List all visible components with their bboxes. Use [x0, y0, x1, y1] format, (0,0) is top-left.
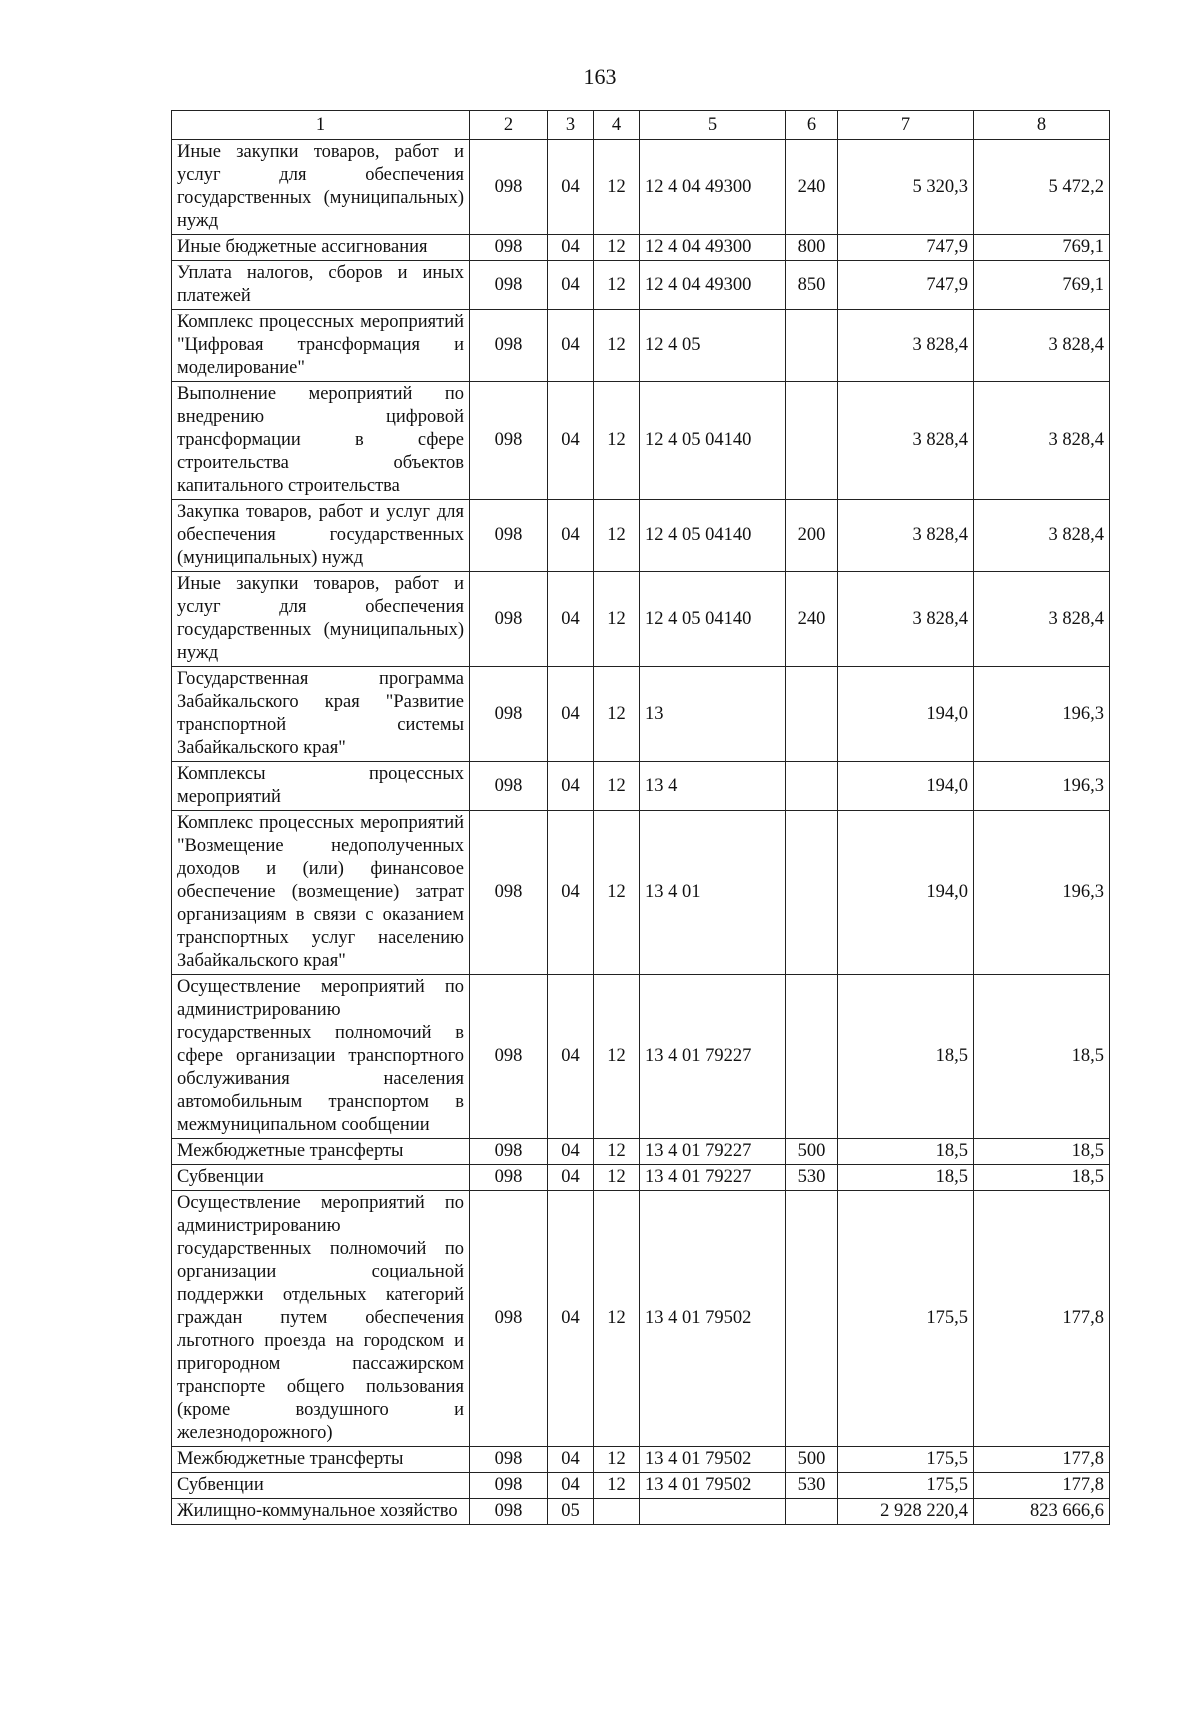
- row-name: Субвенции: [172, 1473, 470, 1499]
- table-row: [172, 1499, 1110, 1525]
- subsection-code: 12: [594, 667, 640, 762]
- amount-col7: 18,5: [838, 1139, 974, 1165]
- amount-col8: 18,5: [974, 1139, 1110, 1165]
- subsection-code: [594, 1499, 640, 1525]
- ministry-code: 098: [470, 572, 548, 667]
- table-row: [172, 762, 1110, 811]
- table-row: [172, 667, 1110, 762]
- page-number: 163: [583, 64, 617, 89]
- section-code: 04: [548, 1139, 594, 1165]
- ministry-code: 098: [470, 235, 548, 261]
- row-name: Иные закупки товаров, работ и услуг для обеспечения государственных (муниципальных) нужд: [172, 140, 470, 235]
- subsection-code: 12: [594, 140, 640, 235]
- amount-col8: 3 828,4: [974, 310, 1110, 382]
- subsection-code: 12: [594, 975, 640, 1139]
- amount-col8: 3 828,4: [974, 572, 1110, 667]
- amount-col8: 177,8: [974, 1191, 1110, 1447]
- section-code: 05: [548, 1499, 594, 1525]
- section-code: 04: [548, 1165, 594, 1191]
- subsection-code: 12: [594, 382, 640, 500]
- subsection-code: 12: [594, 1165, 640, 1191]
- column-header: 4: [594, 111, 640, 140]
- amount-col7: 194,0: [838, 667, 974, 762]
- amount-col7: 747,9: [838, 235, 974, 261]
- amount-col8: 196,3: [974, 667, 1110, 762]
- expense-type-code: [786, 762, 838, 811]
- target-article-code: [640, 1499, 786, 1525]
- expense-type-code: 530: [786, 1165, 838, 1191]
- row-name: Осуществление мероприятий по администрированию государственных полномочий в сфере организации транспортного обслуживания населения автомобильным транспортом в межмуниципальном сообщении: [172, 975, 470, 1139]
- ministry-code: 098: [470, 762, 548, 811]
- target-article-code: 12 4 04 49300: [640, 261, 786, 310]
- row-name: Иные закупки товаров, работ и услуг для обеспечения государственных (муниципальных) нужд: [172, 572, 470, 667]
- subsection-code: 12: [594, 310, 640, 382]
- target-article-code: 13 4 01 79502: [640, 1191, 786, 1447]
- ministry-code: 098: [470, 1165, 548, 1191]
- amount-col8: 3 828,4: [974, 382, 1110, 500]
- section-code: 04: [548, 310, 594, 382]
- table-row: [172, 1447, 1110, 1473]
- amount-col7: 3 828,4: [838, 572, 974, 667]
- amount-col7: 175,5: [838, 1473, 974, 1499]
- table-row: [172, 975, 1110, 1139]
- target-article-code: 12 4 05 04140: [640, 500, 786, 572]
- target-article-code: 13 4 01: [640, 811, 786, 975]
- amount-col7: 175,5: [838, 1191, 974, 1447]
- target-article-code: 13 4: [640, 762, 786, 811]
- row-name: Государственная программа Забайкальского края "Развитие транспортной системы Забайкальского края": [172, 667, 470, 762]
- amount-col8: 18,5: [974, 1165, 1110, 1191]
- amount-col8: 177,8: [974, 1447, 1110, 1473]
- budget-table: [171, 110, 1110, 1525]
- expense-type-code: 240: [786, 572, 838, 667]
- ministry-code: 098: [470, 382, 548, 500]
- table-row: [172, 500, 1110, 572]
- column-header: 3: [548, 111, 594, 140]
- ministry-code: 098: [470, 140, 548, 235]
- target-article-code: 12 4 05 04140: [640, 382, 786, 500]
- section-code: 04: [548, 235, 594, 261]
- amount-col8: 18,5: [974, 975, 1110, 1139]
- section-code: 04: [548, 572, 594, 667]
- expense-type-code: 850: [786, 261, 838, 310]
- row-name: Выполнение мероприятий по внедрению цифровой трансформации в сфере строительства объектов капитального строительства: [172, 382, 470, 500]
- subsection-code: 12: [594, 1447, 640, 1473]
- amount-col8: 196,3: [974, 811, 1110, 975]
- table-row: [172, 382, 1110, 500]
- expense-type-code: 530: [786, 1473, 838, 1499]
- target-article-code: 13 4 01 79227: [640, 975, 786, 1139]
- amount-col7: 3 828,4: [838, 382, 974, 500]
- expense-type-code: [786, 382, 838, 500]
- target-article-code: 12 4 04 49300: [640, 235, 786, 261]
- table-row: [172, 572, 1110, 667]
- subsection-code: 12: [594, 1139, 640, 1165]
- row-name: Жилищно-коммунальное хозяйство: [172, 1499, 470, 1525]
- row-name: Уплата налогов, сборов и иных платежей: [172, 261, 470, 310]
- amount-col8: 823 666,6: [974, 1499, 1110, 1525]
- column-header: 7: [838, 111, 974, 140]
- ministry-code: 098: [470, 667, 548, 762]
- amount-col7: 747,9: [838, 261, 974, 310]
- ministry-code: 098: [470, 1191, 548, 1447]
- row-name: Межбюджетные трансферты: [172, 1447, 470, 1473]
- section-code: 04: [548, 975, 594, 1139]
- section-code: 04: [548, 811, 594, 975]
- target-article-code: 13 4 01 79502: [640, 1473, 786, 1499]
- row-name: Комплекс процессных мероприятий "Цифровая трансформация и моделирование": [172, 310, 470, 382]
- expense-type-code: 800: [786, 235, 838, 261]
- expense-type-code: [786, 811, 838, 975]
- amount-col7: 18,5: [838, 1165, 974, 1191]
- expense-type-code: [786, 975, 838, 1139]
- column-header: 2: [470, 111, 548, 140]
- target-article-code: 13 4 01 79227: [640, 1139, 786, 1165]
- amount-col8: 3 828,4: [974, 500, 1110, 572]
- table-row: [172, 1165, 1110, 1191]
- section-code: 04: [548, 261, 594, 310]
- row-name: Межбюджетные трансферты: [172, 1139, 470, 1165]
- expense-type-code: 500: [786, 1447, 838, 1473]
- ministry-code: 098: [470, 1447, 548, 1473]
- ministry-code: 098: [470, 261, 548, 310]
- expense-type-code: 500: [786, 1139, 838, 1165]
- column-header: 5: [640, 111, 786, 140]
- amount-col8: 769,1: [974, 261, 1110, 310]
- row-name: Закупка товаров, работ и услуг для обеспечения государственных (муниципальных) нужд: [172, 500, 470, 572]
- subsection-code: 12: [594, 572, 640, 667]
- target-article-code: 12 4 05 04140: [640, 572, 786, 667]
- subsection-code: 12: [594, 261, 640, 310]
- section-code: 04: [548, 500, 594, 572]
- target-article-code: 12 4 04 49300: [640, 140, 786, 235]
- section-code: 04: [548, 1447, 594, 1473]
- expense-type-code: [786, 310, 838, 382]
- expense-type-code: [786, 1499, 838, 1525]
- subsection-code: 12: [594, 500, 640, 572]
- column-header: 6: [786, 111, 838, 140]
- amount-col8: 196,3: [974, 762, 1110, 811]
- amount-col8: 769,1: [974, 235, 1110, 261]
- amount-col7: 175,5: [838, 1447, 974, 1473]
- target-article-code: 13 4 01 79502: [640, 1447, 786, 1473]
- amount-col7: 194,0: [838, 811, 974, 975]
- section-code: 04: [548, 1473, 594, 1499]
- amount-col7: 3 828,4: [838, 500, 974, 572]
- table-row: [172, 811, 1110, 975]
- target-article-code: 13 4 01 79227: [640, 1165, 786, 1191]
- row-name: Иные бюджетные ассигнования: [172, 235, 470, 261]
- row-name: Комплексы процессных мероприятий: [172, 762, 470, 811]
- table-row: [172, 1139, 1110, 1165]
- subsection-code: 12: [594, 1473, 640, 1499]
- target-article-code: 13: [640, 667, 786, 762]
- section-code: 04: [548, 1191, 594, 1447]
- expense-type-code: 240: [786, 140, 838, 235]
- section-code: 04: [548, 382, 594, 500]
- section-code: 04: [548, 762, 594, 811]
- target-article-code: 12 4 05: [640, 310, 786, 382]
- subsection-code: 12: [594, 762, 640, 811]
- column-header: 1: [172, 111, 470, 140]
- amount-col7: 18,5: [838, 975, 974, 1139]
- amount-col8: 5 472,2: [974, 140, 1110, 235]
- ministry-code: 098: [470, 811, 548, 975]
- amount-col7: 5 320,3: [838, 140, 974, 235]
- ministry-code: 098: [470, 1139, 548, 1165]
- table-row: [172, 310, 1110, 382]
- row-name: Субвенции: [172, 1165, 470, 1191]
- row-name: Осуществление мероприятий по администрированию государственных полномочий по организации социальной поддержки отдельных категорий граждан путем обеспечения льготного проезда на городском и пригородном пассажирском транспорте общего пользования (кроме воздушного и железнодорожного): [172, 1191, 470, 1447]
- subsection-code: 12: [594, 1191, 640, 1447]
- expense-type-code: [786, 1191, 838, 1447]
- row-name: Комплекс процессных мероприятий "Возмещение недополученных доходов и (или) финансовое обеспечение (возмещение) затрат организациям в связи с оказанием транспортных услуг населению Забайкальского края": [172, 811, 470, 975]
- amount-col8: 177,8: [974, 1473, 1110, 1499]
- section-code: 04: [548, 667, 594, 762]
- table-row: [172, 1191, 1110, 1447]
- section-code: 04: [548, 140, 594, 235]
- table-row: [172, 235, 1110, 261]
- subsection-code: 12: [594, 811, 640, 975]
- ministry-code: 098: [470, 1499, 548, 1525]
- amount-col7: 3 828,4: [838, 310, 974, 382]
- amount-col7: 2 928 220,4: [838, 1499, 974, 1525]
- ministry-code: 098: [470, 1473, 548, 1499]
- ministry-code: 098: [470, 310, 548, 382]
- expense-type-code: 200: [786, 500, 838, 572]
- header-row: [172, 111, 1110, 140]
- expense-type-code: [786, 667, 838, 762]
- column-header: 8: [974, 111, 1110, 140]
- ministry-code: 098: [470, 975, 548, 1139]
- ministry-code: 098: [470, 500, 548, 572]
- amount-col7: 194,0: [838, 762, 974, 811]
- table-row: [172, 140, 1110, 235]
- table-row: [172, 1473, 1110, 1499]
- table-row: [172, 261, 1110, 310]
- subsection-code: 12: [594, 235, 640, 261]
